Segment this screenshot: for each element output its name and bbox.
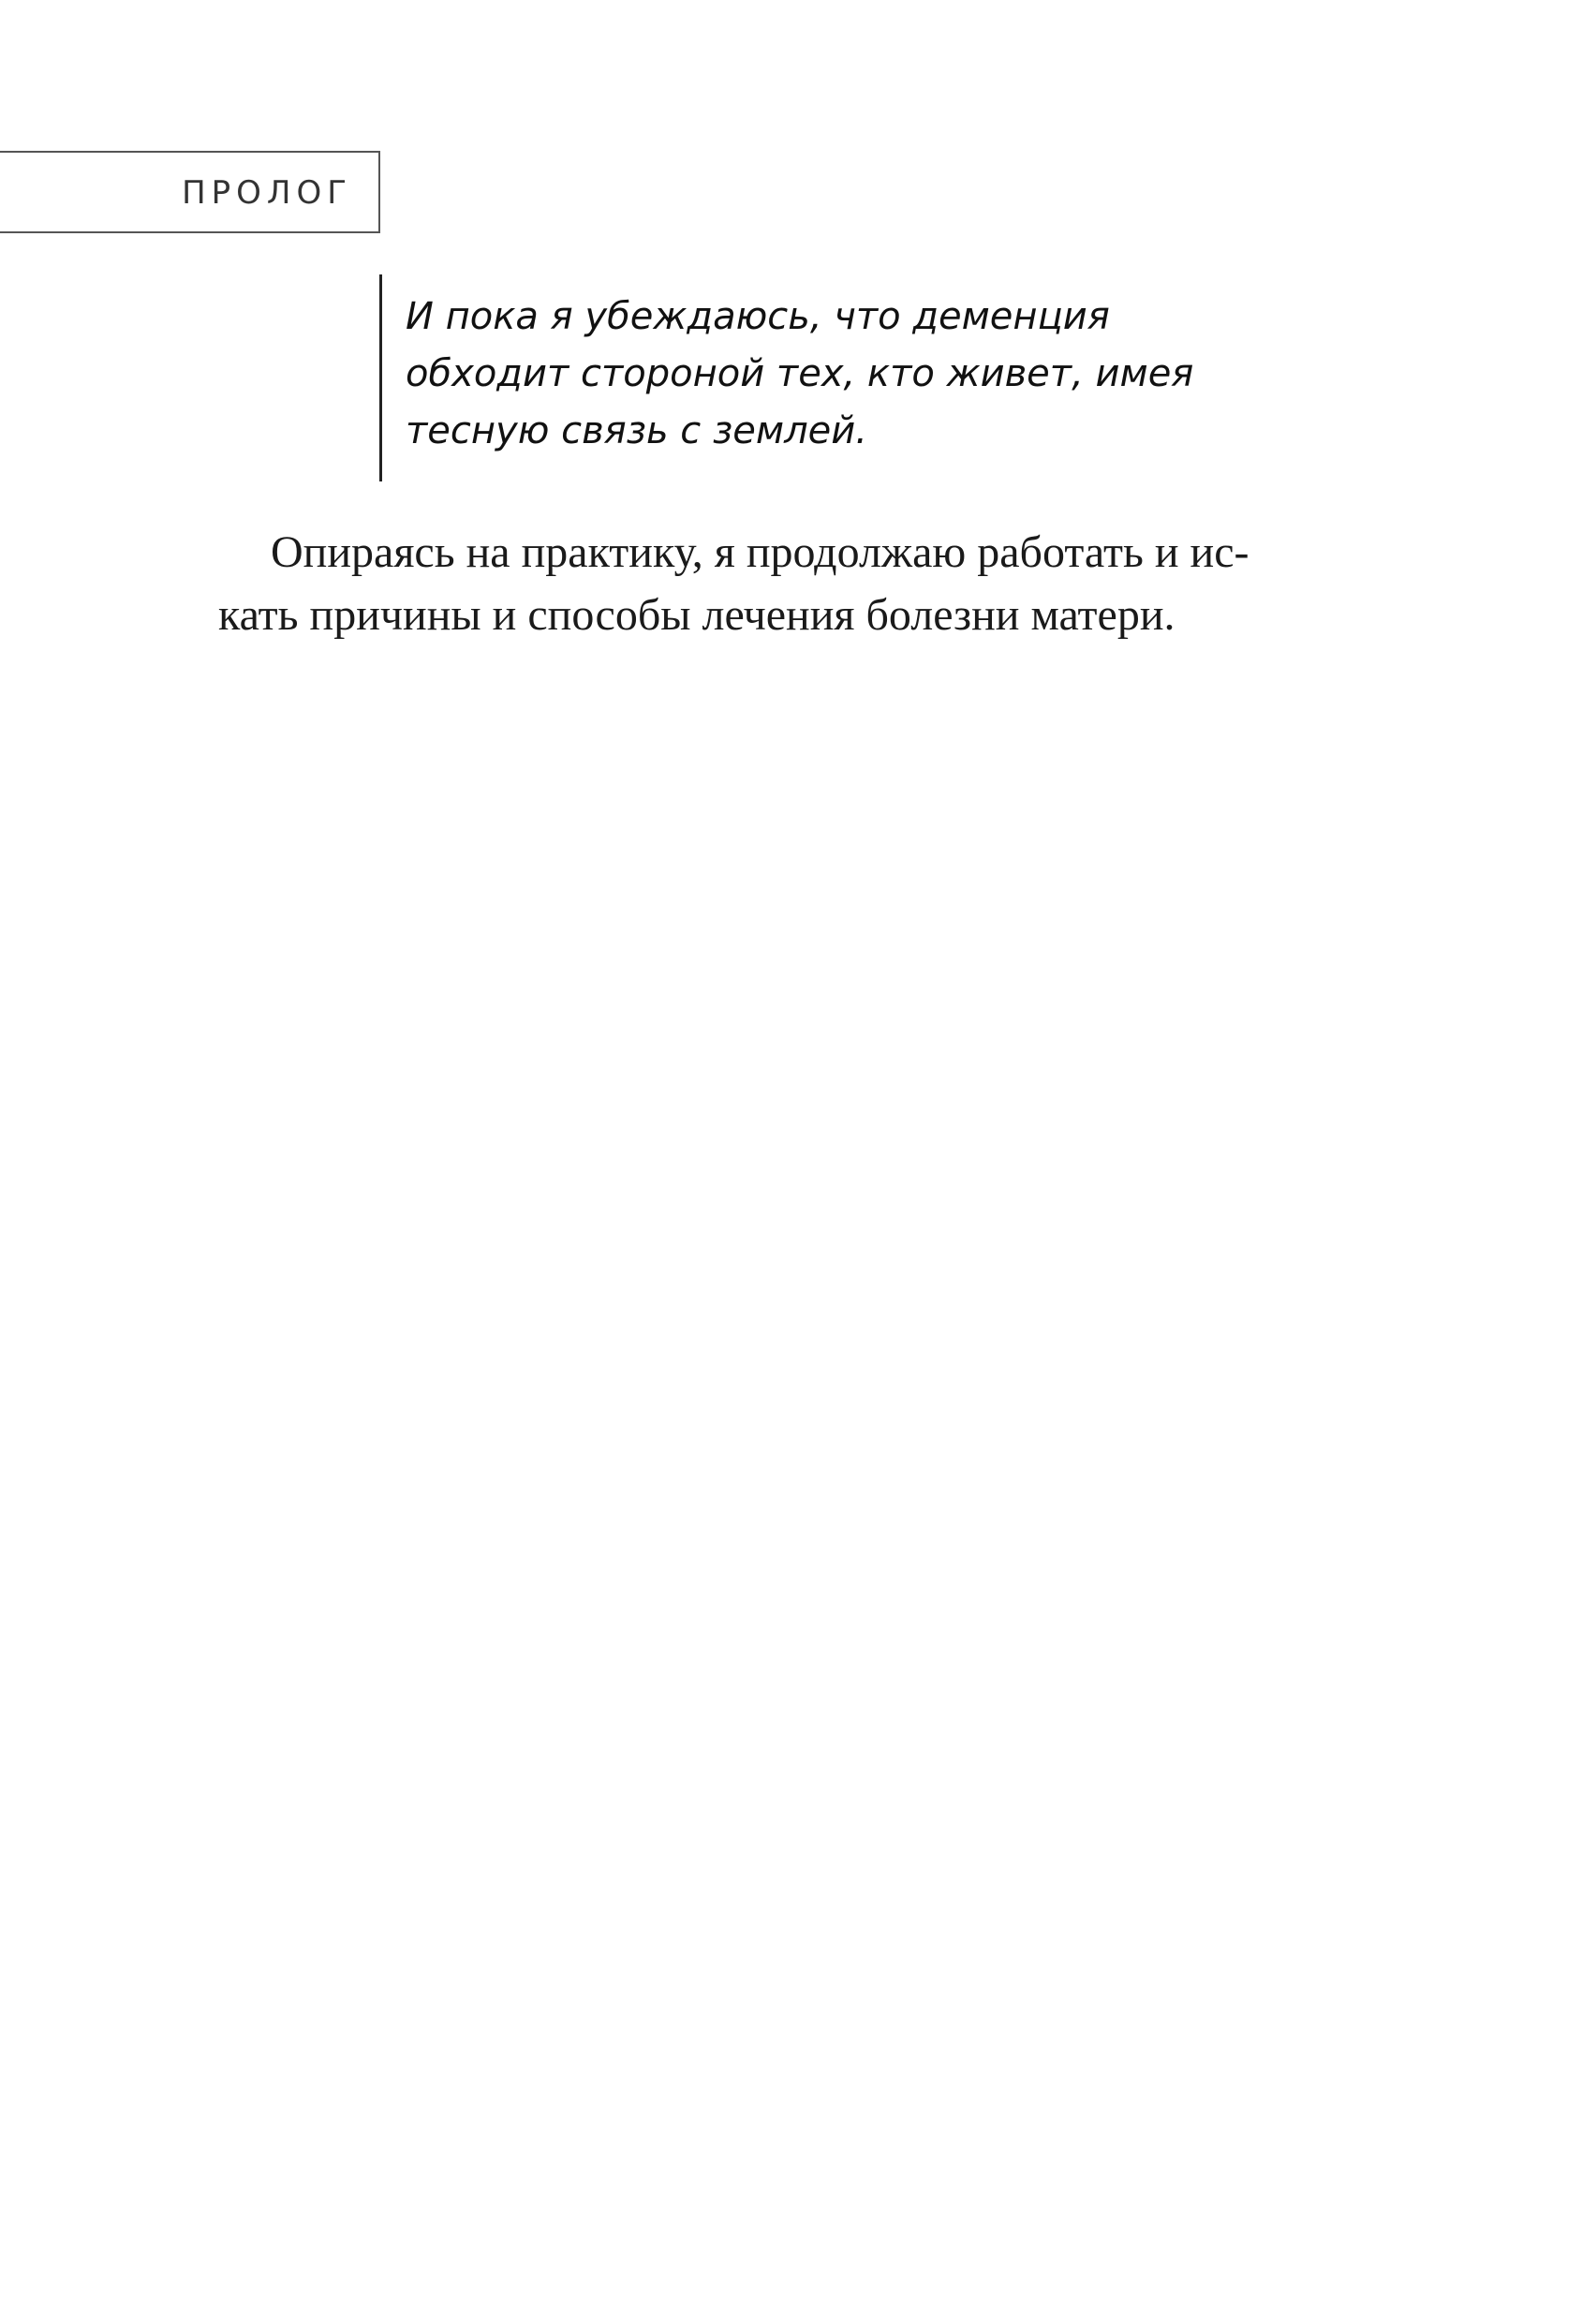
body-paragraph <box>218 521 1408 646</box>
quote-line: И пока я убеждаюсь, что деменция <box>406 295 1110 338</box>
epigraph-quote <box>406 289 1249 460</box>
quote-line: обходит стороной тех, кто живет, имея <box>406 352 1194 395</box>
section-header-box <box>0 151 380 233</box>
section-label: ПРОЛОГ <box>182 174 352 212</box>
quote-line: тесную связь с землей. <box>406 409 867 452</box>
quote-vertical-rule <box>379 274 382 481</box>
paragraph-line: кать причины и способы лечения болезни матери. <box>218 590 1175 640</box>
paragraph-line: Опираясь на практику, я продолжаю работать и ис- <box>271 527 1249 577</box>
